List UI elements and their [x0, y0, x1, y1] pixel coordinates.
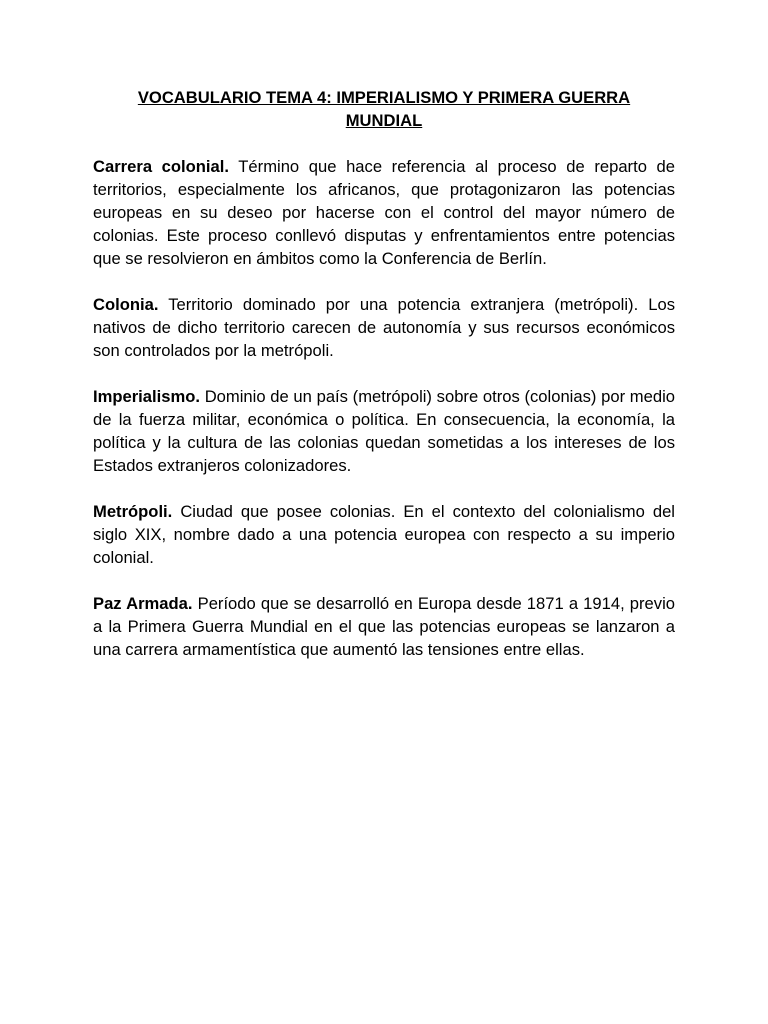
- entry-term: Paz Armada.: [93, 594, 193, 613]
- entry-term: Colonia.: [93, 295, 159, 314]
- entry-term: Imperialismo.: [93, 387, 200, 406]
- entry-imperialismo: [93, 385, 675, 477]
- entry-definition: Período que se desarrolló en Europa desde 1871 a 1914, previo a la Primera Guerra Mundial en el que las potencias europeas se lanzaron a una carrera armamentística que aumentó las tensiones entre ellas.: [93, 594, 675, 659]
- entry-term: Metrópoli.: [93, 502, 173, 521]
- entry-definition: Territorio dominado por una potencia extranjera (metrópoli). Los nativos de dicho territorio carecen de autonomía y sus recursos económicos son controlados por la metrópoli.: [93, 295, 676, 360]
- entry-colonia: [93, 293, 675, 362]
- entry-carrera-colonial: [93, 155, 675, 270]
- entry-paz-armada: [93, 592, 675, 661]
- entry-metropoli: [93, 500, 675, 569]
- entry-term: Carrera colonial.: [93, 157, 229, 176]
- entry-definition: Ciudad que posee colonias. En el contexto del colonialismo del siglo XIX, nombre dado a una potencia europea con respecto a su imperio colonial.: [93, 502, 675, 567]
- document-page: [93, 86, 675, 661]
- document-title: VOCABULARIO TEMA 4: IMPERIALISMO Y PRIMERA GUERRA MUNDIAL: [137, 88, 631, 130]
- entry-definition: Término que hace referencia al proceso de reparto de territorios, especialmente los africanos, que protagonizaron las potencias europeas en su deseo por hacerse con el control del mayor número de colonias. Este proceso conllevó disputas y enfrentamientos entre potencias que se resolvieron en ámbitos como la Conferencia de Berlín.: [93, 157, 675, 268]
- entry-definition: Dominio de un país (metrópoli) sobre otros (colonias) por medio de la fuerza militar, económica o política. En consecuencia, la economía, la política y la cultura de las colonias quedan sometidas a los intereses de los Estados extranjeros colonizadores.: [93, 387, 675, 475]
